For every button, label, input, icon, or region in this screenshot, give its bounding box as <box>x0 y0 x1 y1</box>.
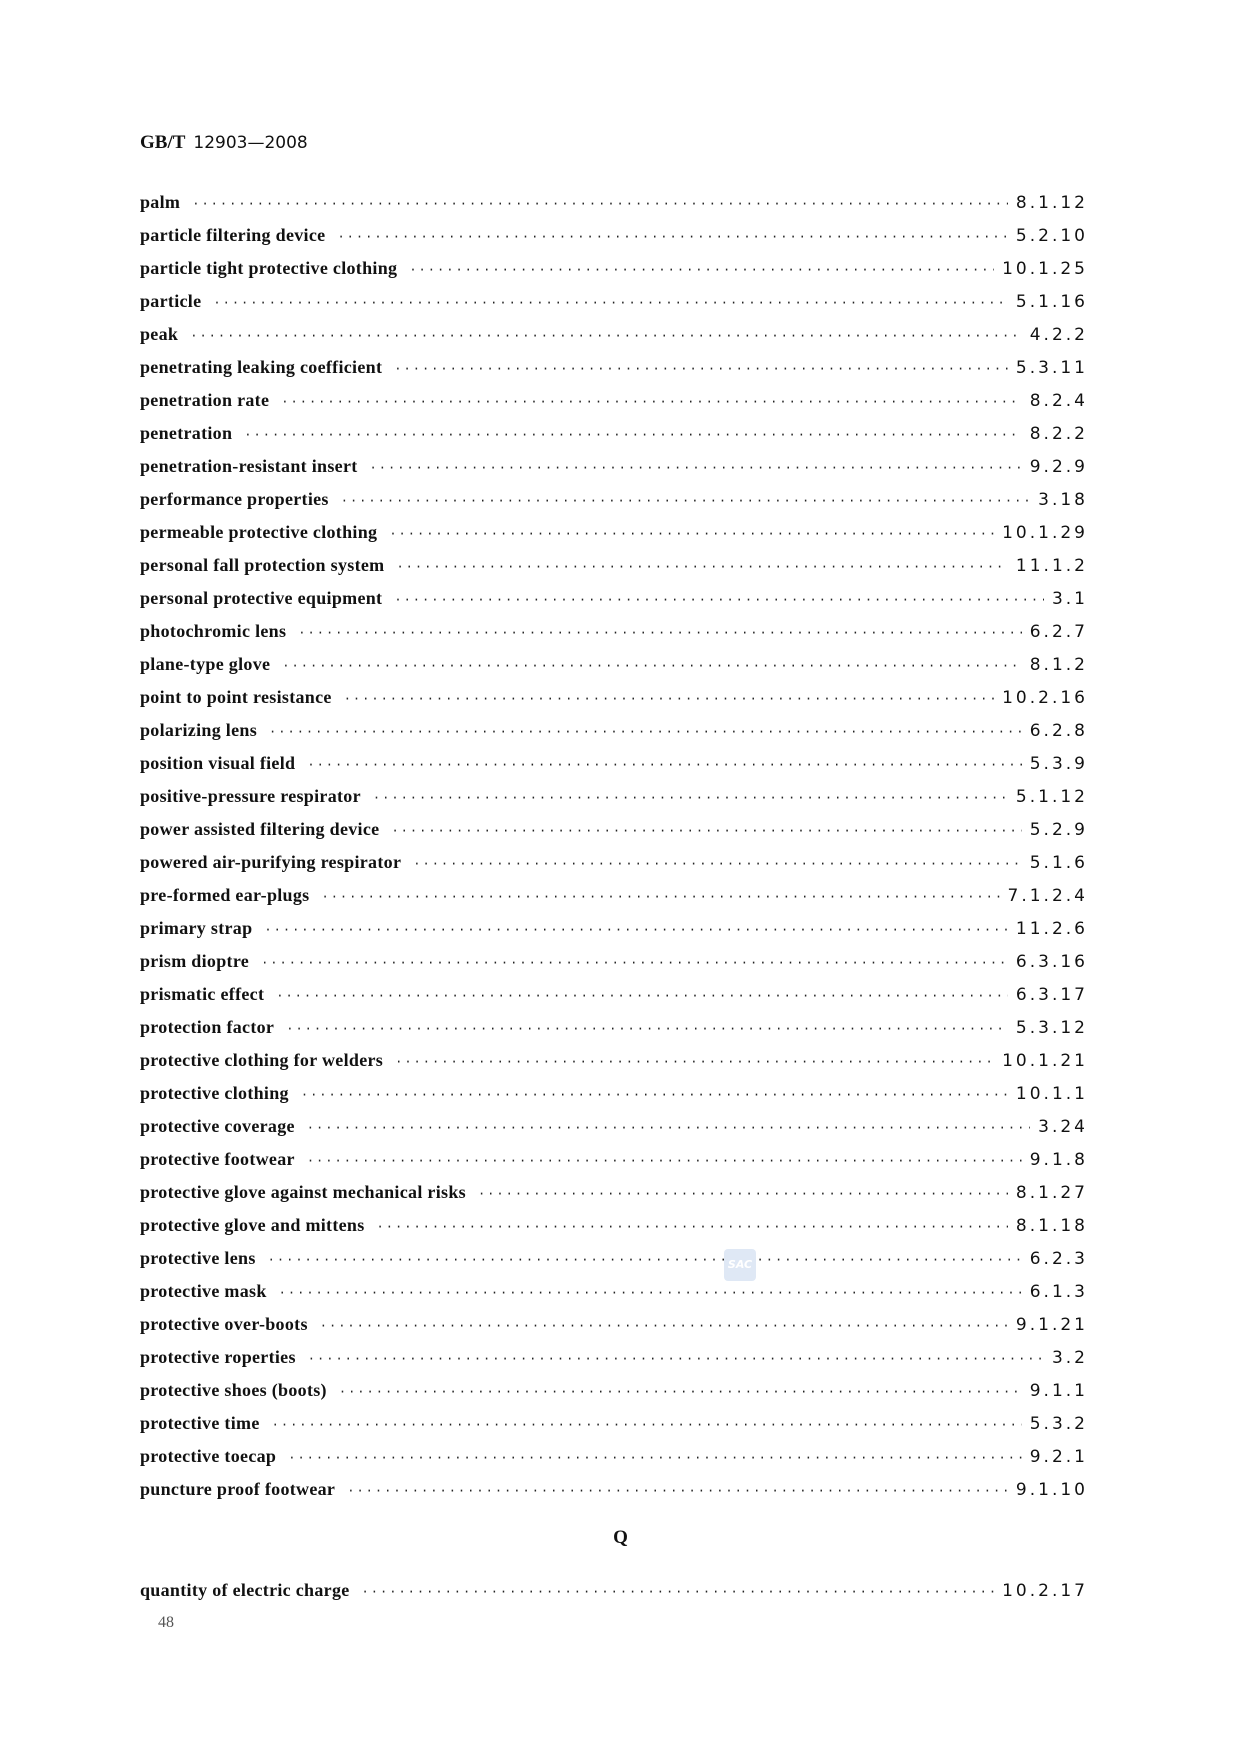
dot-leader <box>389 518 994 551</box>
index-term: protective glove and mittens <box>140 1215 365 1235</box>
index-entry <box>140 714 1088 747</box>
clause-reference: 10.2.16 <box>1002 688 1088 708</box>
clause-reference: 5.3.2 <box>1029 1414 1088 1434</box>
index-entry <box>140 1374 1088 1407</box>
document-header <box>140 132 308 154</box>
dot-leader <box>261 947 1008 980</box>
index-term: palm <box>140 192 181 212</box>
index-term: particle tight protective clothing <box>140 258 398 278</box>
index-entry <box>140 219 1088 252</box>
index-term: photochromic lens <box>140 621 287 641</box>
dot-leader <box>341 485 1030 518</box>
dot-leader <box>276 980 1008 1013</box>
index-entry <box>140 813 1088 846</box>
index-term: peak <box>140 324 179 344</box>
clause-reference: 5.1.6 <box>1029 853 1088 873</box>
index-term: protection factor <box>140 1017 275 1037</box>
dot-leader <box>347 1475 1008 1508</box>
index-entry <box>140 912 1088 945</box>
index-term: penetration rate <box>140 390 270 410</box>
index-entry <box>140 549 1088 582</box>
dot-leader <box>298 617 1021 650</box>
clause-reference: 8.1.27 <box>1015 1183 1088 1203</box>
dot-leader <box>320 1310 1008 1343</box>
clause-reference: 5.3.11 <box>1015 358 1088 378</box>
index-term: protective roperties <box>140 1347 296 1367</box>
index-entry <box>140 582 1088 615</box>
clause-reference: 9.1.10 <box>1015 1480 1088 1500</box>
index-term: protective lens <box>140 1248 256 1268</box>
clause-reference: 10.1.21 <box>1002 1051 1088 1071</box>
clause-reference: 7.1.2.4 <box>1007 886 1088 906</box>
index-list-q <box>140 1574 1088 1607</box>
index-entry <box>140 879 1088 912</box>
index-entry <box>140 483 1088 516</box>
index-term: protective mask <box>140 1281 267 1301</box>
dot-leader <box>286 1013 1008 1046</box>
index-entry <box>140 681 1088 714</box>
clause-reference: 5.1.12 <box>1015 787 1088 807</box>
clause-reference: 6.3.16 <box>1015 952 1088 972</box>
section-heading-q: Q <box>613 1527 628 1548</box>
clause-reference: 5.3.12 <box>1015 1018 1088 1038</box>
index-entry <box>140 1242 1088 1275</box>
sac-watermark-logo: SAC <box>724 1249 756 1281</box>
dot-leader <box>478 1178 1008 1211</box>
clause-reference: 5.1.16 <box>1015 292 1088 312</box>
dot-leader <box>307 1112 1030 1145</box>
index-term: penetration-resistant insert <box>140 456 358 476</box>
dot-leader <box>337 221 1007 254</box>
index-term: protective time <box>140 1413 260 1433</box>
dot-leader <box>279 1277 1022 1310</box>
index-term: particle <box>140 291 202 311</box>
index-entry <box>140 252 1088 285</box>
dot-leader <box>344 683 994 716</box>
standard-number: 12903—2008 <box>193 133 308 153</box>
clause-reference: 6.3.17 <box>1015 985 1088 1005</box>
index-entry <box>140 1407 1088 1440</box>
index-entry <box>140 1209 1088 1242</box>
dot-leader <box>391 815 1021 848</box>
clause-reference: 10.1.1 <box>1015 1084 1088 1104</box>
dot-leader <box>192 188 1008 221</box>
index-term: protective clothing <box>140 1083 289 1103</box>
dot-leader <box>370 452 1022 485</box>
index-entry <box>140 1044 1088 1077</box>
standard-code: GB/T <box>140 132 186 153</box>
index-list-p <box>140 186 1088 1506</box>
index-entry <box>140 1110 1088 1143</box>
clause-reference: 8.1.12 <box>1015 193 1088 213</box>
clause-reference: 10.2.17 <box>1002 1581 1088 1601</box>
index-entry <box>140 417 1088 450</box>
dot-leader <box>268 1244 1022 1277</box>
index-term: prismatic effect <box>140 984 265 1004</box>
index-term: powered air-purifying respirator <box>140 852 402 872</box>
clause-reference: 5.3.9 <box>1029 754 1088 774</box>
index-entry <box>140 1308 1088 1341</box>
index-entry <box>140 1275 1088 1308</box>
dot-leader <box>373 782 1008 815</box>
index-entry <box>140 1011 1088 1044</box>
clause-reference: 10.1.25 <box>1002 259 1088 279</box>
dot-leader <box>272 1409 1022 1442</box>
index-entry <box>140 1143 1088 1176</box>
page-number: 48 <box>158 1614 174 1631</box>
index-term: protective shoes (boots) <box>140 1380 327 1400</box>
clause-reference: 8.2.2 <box>1029 424 1088 444</box>
clause-reference: 6.2.3 <box>1029 1249 1088 1269</box>
index-term: performance properties <box>140 489 329 509</box>
index-term: primary strap <box>140 918 253 938</box>
index-term: protective glove against mechanical risks <box>140 1182 466 1202</box>
dot-leader <box>281 386 1021 419</box>
clause-reference: 5.2.10 <box>1015 226 1088 246</box>
index-entry <box>140 945 1088 978</box>
dot-leader <box>413 848 1021 881</box>
dot-leader <box>362 1576 995 1609</box>
index-entry <box>140 1077 1088 1110</box>
clause-reference: 3.18 <box>1038 490 1088 510</box>
index-term: quantity of electric charge <box>140 1580 350 1600</box>
index-term: positive-pressure respirator <box>140 786 361 806</box>
clause-reference: 8.1.2 <box>1029 655 1088 675</box>
clause-reference: 3.1 <box>1051 589 1088 609</box>
dot-leader <box>394 353 1008 386</box>
index-entry <box>140 384 1088 417</box>
index-term: penetrating leaking coefficient <box>140 357 383 377</box>
index-entry <box>140 747 1088 780</box>
index-entry <box>140 615 1088 648</box>
dot-leader <box>190 320 1022 353</box>
index-term: permeable protective clothing <box>140 522 378 542</box>
dot-leader <box>395 1046 994 1079</box>
index-entry <box>140 978 1088 1011</box>
index-entry <box>140 846 1088 879</box>
dot-leader <box>307 749 1021 782</box>
dot-leader <box>396 551 1007 584</box>
clause-reference: 3.2 <box>1051 1348 1088 1368</box>
clause-reference: 4.2.2 <box>1029 325 1088 345</box>
dot-leader <box>282 650 1021 683</box>
index-entry <box>140 186 1088 219</box>
index-term: personal protective equipment <box>140 588 383 608</box>
dot-leader <box>308 1343 1044 1376</box>
index-term: plane-type glove <box>140 654 271 674</box>
index-entry <box>140 1473 1088 1506</box>
index-term: protective clothing for welders <box>140 1050 384 1070</box>
clause-reference: 3.24 <box>1038 1117 1088 1137</box>
dot-leader <box>321 881 999 914</box>
clause-reference: 9.2.9 <box>1029 457 1088 477</box>
index-entry <box>140 1341 1088 1374</box>
index-entry <box>140 780 1088 813</box>
dot-leader <box>339 1376 1022 1409</box>
index-term: position visual field <box>140 753 296 773</box>
dot-leader <box>394 584 1044 617</box>
dot-leader <box>409 254 994 287</box>
clause-reference: 11.2.6 <box>1015 919 1088 939</box>
index-entry <box>140 318 1088 351</box>
index-term: polarizing lens <box>140 720 258 740</box>
index-term: particle filtering device <box>140 225 326 245</box>
index-term: protective footwear <box>140 1149 295 1169</box>
clause-reference: 6.2.8 <box>1029 721 1088 741</box>
clause-reference: 9.2.1 <box>1029 1447 1088 1467</box>
index-term: power assisted filtering device <box>140 819 380 839</box>
clause-reference: 6.1.3 <box>1029 1282 1088 1302</box>
clause-reference: 9.1.8 <box>1029 1150 1088 1170</box>
index-term: penetration <box>140 423 233 443</box>
index-term: personal fall protection system <box>140 555 385 575</box>
index-entry <box>140 1176 1088 1209</box>
dot-leader <box>377 1211 1008 1244</box>
dot-leader <box>244 419 1021 452</box>
clause-reference: 6.2.7 <box>1029 622 1088 642</box>
dot-leader <box>269 716 1022 749</box>
index-entry <box>140 1440 1088 1473</box>
dot-leader <box>288 1442 1022 1475</box>
clause-reference: 8.1.18 <box>1015 1216 1088 1236</box>
clause-reference: 9.1.1 <box>1029 1381 1088 1401</box>
index-term: protective toecap <box>140 1446 277 1466</box>
index-entry <box>140 285 1088 318</box>
index-term: prism dioptre <box>140 951 250 971</box>
clause-reference: 10.1.29 <box>1002 523 1088 543</box>
dot-leader <box>264 914 1008 947</box>
index-entry <box>140 516 1088 549</box>
index-entry <box>140 450 1088 483</box>
index-term: protective over-boots <box>140 1314 308 1334</box>
dot-leader <box>307 1145 1022 1178</box>
clause-reference: 9.1.21 <box>1015 1315 1088 1335</box>
clause-reference: 8.2.4 <box>1029 391 1088 411</box>
dot-leader <box>213 287 1008 320</box>
index-term: pre-formed ear-plugs <box>140 885 310 905</box>
clause-reference: 5.2.9 <box>1029 820 1088 840</box>
index-term: protective coverage <box>140 1116 295 1136</box>
index-entry <box>140 648 1088 681</box>
index-term: point to point resistance <box>140 687 332 707</box>
index-term: puncture proof footwear <box>140 1479 336 1499</box>
index-entry <box>140 1574 1088 1607</box>
dot-leader <box>301 1079 1008 1112</box>
clause-reference: 11.1.2 <box>1015 556 1088 576</box>
index-entry <box>140 351 1088 384</box>
